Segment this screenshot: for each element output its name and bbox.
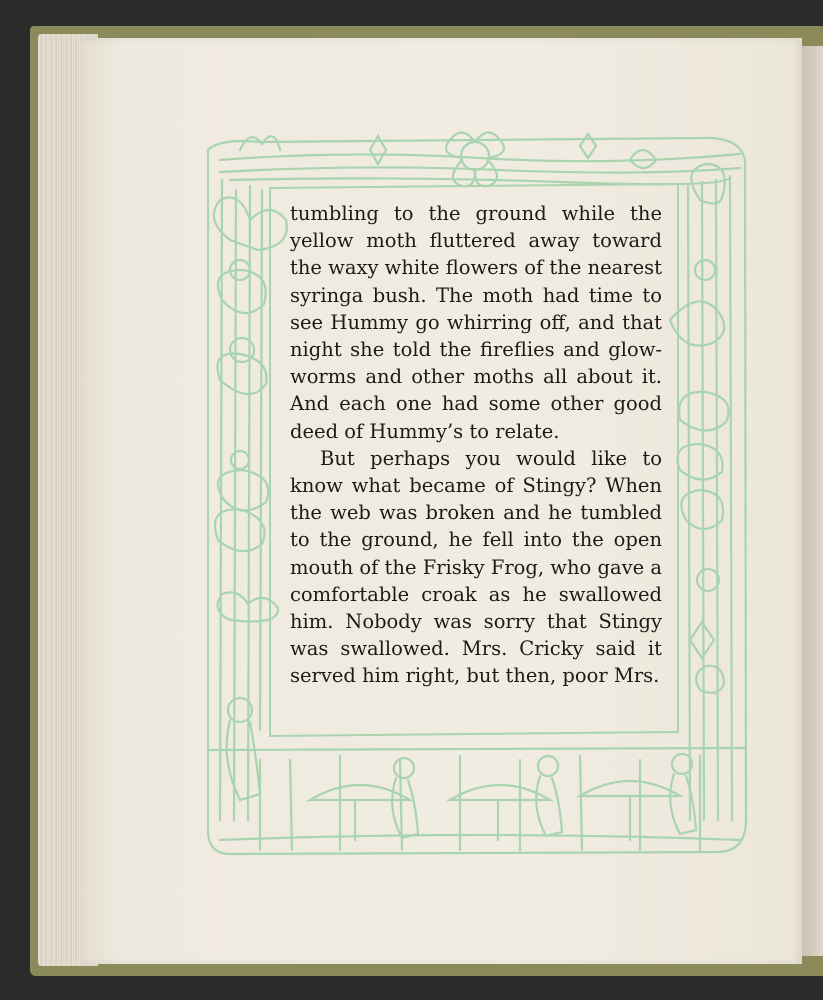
facing-page-edge bbox=[802, 46, 823, 956]
paragraph-1: tumbling to the ground while the yellow moth fluttered away toward the waxy white flowers of the nearest syringa bush. The moth had time to see Hummy go whirring off, and that night she told the fireflies and glow-worms and other moths all about it. And each one had some other good deed of Hummy’s to relate. bbox=[290, 202, 662, 443]
page-text bbox=[290, 200, 662, 690]
paragraph-2: But perhaps you would like to know what became of Stingy? When the web was broken and he tumbled to the ground, he fell into the open mouth of the Frisky Frog, who gave a comfortable croak as he swallowed him. Nobody was sorry that Stingy was swallowed. Mrs. Cricky said it served him right, but then, poor Mrs. bbox=[290, 446, 662, 688]
